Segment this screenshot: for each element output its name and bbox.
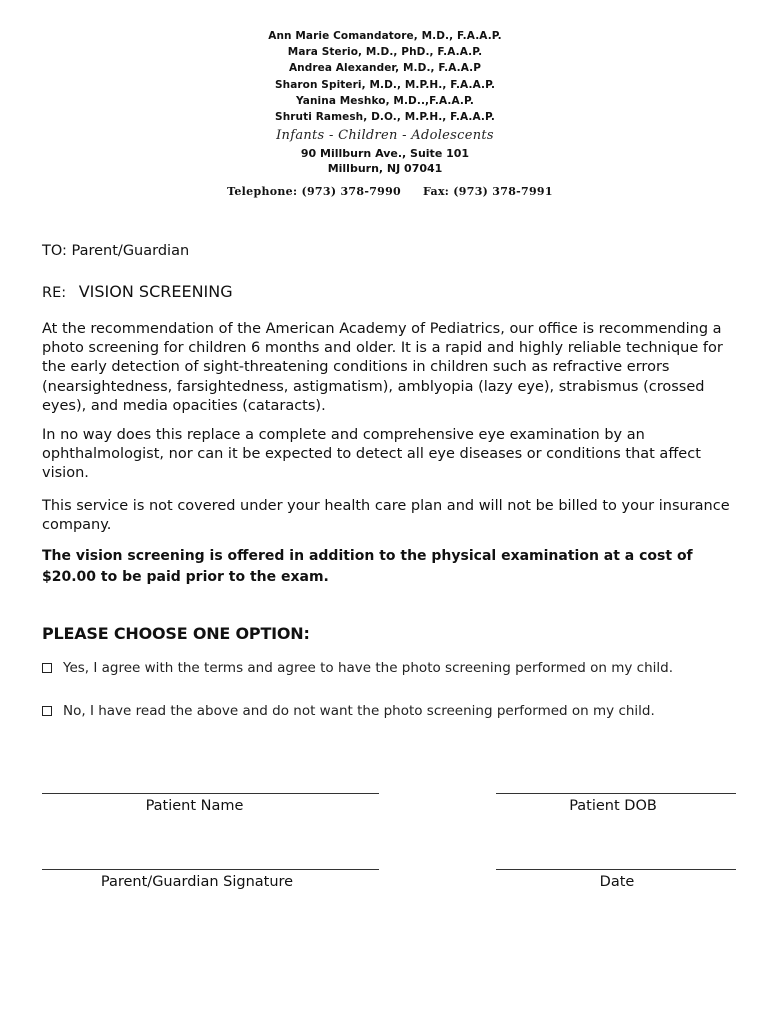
patient-name-line[interactable] <box>42 793 379 794</box>
contact-numbers <box>0 185 770 198</box>
re-line <box>42 282 233 301</box>
letter-subject: VISION SCREENING <box>78 282 233 301</box>
doctor-name: Sharon Spiteri, M.D., M.P.H., F.A.A.P. <box>274 78 496 91</box>
to-recipient: Parent/Guardian <box>71 243 190 259</box>
patient-dob-label: Patient DOB <box>569 798 657 814</box>
doctor-name: Mara Sterio, M.D., PhD., F.A.A.P. <box>287 46 483 59</box>
guardian-signature-label: Parent/Guardian Signature <box>100 874 294 890</box>
paragraph-disclaimer: In no way does this replace a complete and comprehensive eye examination by an ophthalmologist, nor can it be expected to detect all eye diseases or conditions that affect vision. <box>42 427 701 482</box>
option-no-label: No, I have read the above and do not want the photo screening performed on my child. <box>63 703 655 719</box>
re-label: RE: <box>42 285 67 301</box>
address-line-2: Millburn, NJ 07041 <box>327 162 443 176</box>
guardian-signature-line[interactable] <box>42 869 379 870</box>
fax-number: Fax: (973) 378-7991 <box>423 185 553 199</box>
doctor-name: Yanina Meshko, M.D..,F.A.A.P. <box>296 94 474 107</box>
option-yes[interactable] <box>42 660 673 676</box>
to-label: TO: <box>42 243 67 259</box>
no-checkbox[interactable] <box>42 706 52 716</box>
letterhead <box>0 28 770 198</box>
paragraph-recommendation: At the recommendation of the American Academy of Pediatrics, our office is recommending a photo screening for children 6 months and older. It is a rapid and highly reliable technique for the early detection of sight-threatening conditions in children such as refractive errors (nearsightedness, farsightedness, astigmatism), amblyopia (lazy eye), strabismus (crossed eyes), and media opacities (cataracts). <box>42 321 723 414</box>
paragraph-cost: The vision screening is offered in addition to the physical examination at a cost of $20.00 to be paid prior to the exam. <box>42 548 693 585</box>
paragraph-insurance: This service is not covered under your health care plan and will not be billed to your insurance company. <box>42 498 730 534</box>
yes-checkbox[interactable] <box>42 663 52 673</box>
options-heading: PLEASE CHOOSE ONE OPTION: <box>42 624 310 643</box>
option-yes-label: Yes, I agree with the terms and agree to have the photo screening performed on my child. <box>63 660 674 676</box>
doctor-name: Andrea Alexander, M.D., F.A.A.P <box>288 62 482 75</box>
doctor-name: Shruti Ramesh, D.O., M.P.H., F.A.A.P. <box>275 111 495 124</box>
address-line-1: 90 Millburn Ave., Suite 101 <box>300 147 470 161</box>
telephone-number: Telephone: (973) 378-7990 <box>227 185 402 199</box>
date-line[interactable] <box>496 869 736 870</box>
option-no[interactable] <box>42 703 655 719</box>
patient-name-label: Patient Name <box>145 798 244 814</box>
to-line <box>42 243 189 259</box>
doctor-name: Ann Marie Comandatore, M.D., F.A.A.P. <box>268 30 502 42</box>
date-label: Date <box>599 874 635 890</box>
patient-dob-line[interactable] <box>496 793 736 794</box>
practice-tagline: Infants - Children - Adolescents <box>276 128 494 144</box>
